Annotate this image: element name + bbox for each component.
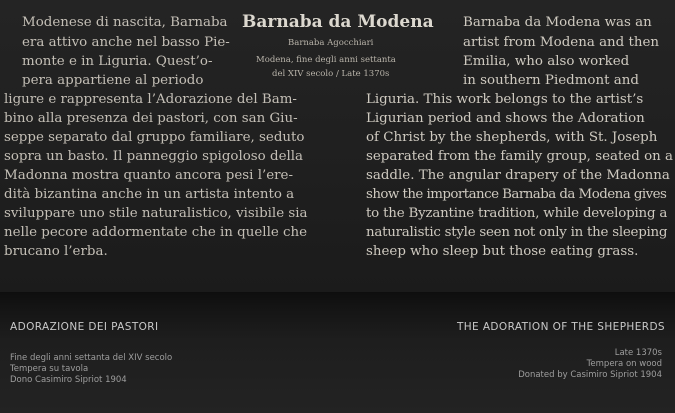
plate-title-italian: ADORAZIONE DEI PASTORI — [10, 321, 159, 333]
date-line-1: Modena, fine degli anni settanta — [256, 55, 396, 65]
english-line: show the importance Barnaba da Modena gives — [366, 187, 667, 202]
italian-line: monte e in Liguria. Quest’o- — [22, 54, 213, 69]
plate-provenance-english: Donated by Casimiro Sipriot 1904 — [518, 370, 662, 380]
plate-medium-english: Tempera on wood — [586, 359, 662, 369]
english-line: Barnaba da Modena was an — [463, 15, 652, 30]
italian-line: sviluppare uno stile naturalistico, visibile sia — [4, 206, 308, 221]
artwork-label-plate — [0, 292, 675, 413]
plate-medium-italian: Tempera su tavola — [10, 364, 89, 374]
english-line: to the Byzantine tradition, while developing a — [366, 206, 668, 221]
italian-line: ligure e rappresenta l’Adorazione del Bam- — [4, 92, 297, 107]
date-line-2: del XIV secolo / Late 1370s — [272, 69, 390, 79]
italian-line: sopra un basto. Il panneggio spigoloso della — [4, 149, 304, 164]
italian-line: nelle pecore addormentate che in quelle che — [4, 225, 308, 240]
english-line: in southern Piedmont and — [463, 73, 639, 88]
plate-title-english: THE ADORATION OF THE SHEPHERDS — [456, 321, 665, 333]
italian-line: bino alla presenza dei pastori, con san Giu- — [4, 111, 298, 126]
italian-line: brucano l’erba. — [4, 244, 108, 259]
italian-line: seppe separato dal gruppo familiare, seduto — [4, 130, 305, 145]
english-line: saddle. The angular drapery of the Madonna — [366, 168, 670, 183]
italian-line: dità bizantina anche in un artista intento a — [4, 187, 295, 202]
english-line: artist from Modena and then — [463, 35, 660, 50]
plate-date-italian: Fine degli anni settanta del XIV secolo — [10, 353, 173, 363]
english-line: separated from the family group, seated on a — [366, 149, 674, 164]
english-line: sheep who sleep but those eating grass. — [366, 244, 639, 259]
english-line: of Christ by the shepherds, with St. Joseph — [366, 130, 658, 145]
english-line: Ligurian period and shows the Adoration — [366, 111, 645, 126]
plate-date-english: Late 1370s — [614, 348, 662, 358]
english-line: Emilia, who also worked — [463, 54, 630, 69]
plate-provenance-italian: Dono Casimiro Sipriot 1904 — [10, 375, 127, 385]
english-line: naturalistic style seen not only in the sleeping — [366, 225, 668, 240]
artist-real-name: Barnaba Agocchiari — [288, 38, 374, 48]
italian-line: Madonna mostra quanto ancora pesi l’ere- — [4, 168, 294, 183]
italian-line: pera appartiene al periodo — [22, 73, 204, 88]
artist-title: Barnaba da Modena — [242, 12, 434, 32]
italian-line: era attivo anche nel basso Pie- — [22, 35, 230, 50]
italian-line: Modenese di nascita, Barnaba — [22, 15, 228, 30]
english-line: Liguria. This work belongs to the artist’s — [366, 92, 644, 107]
